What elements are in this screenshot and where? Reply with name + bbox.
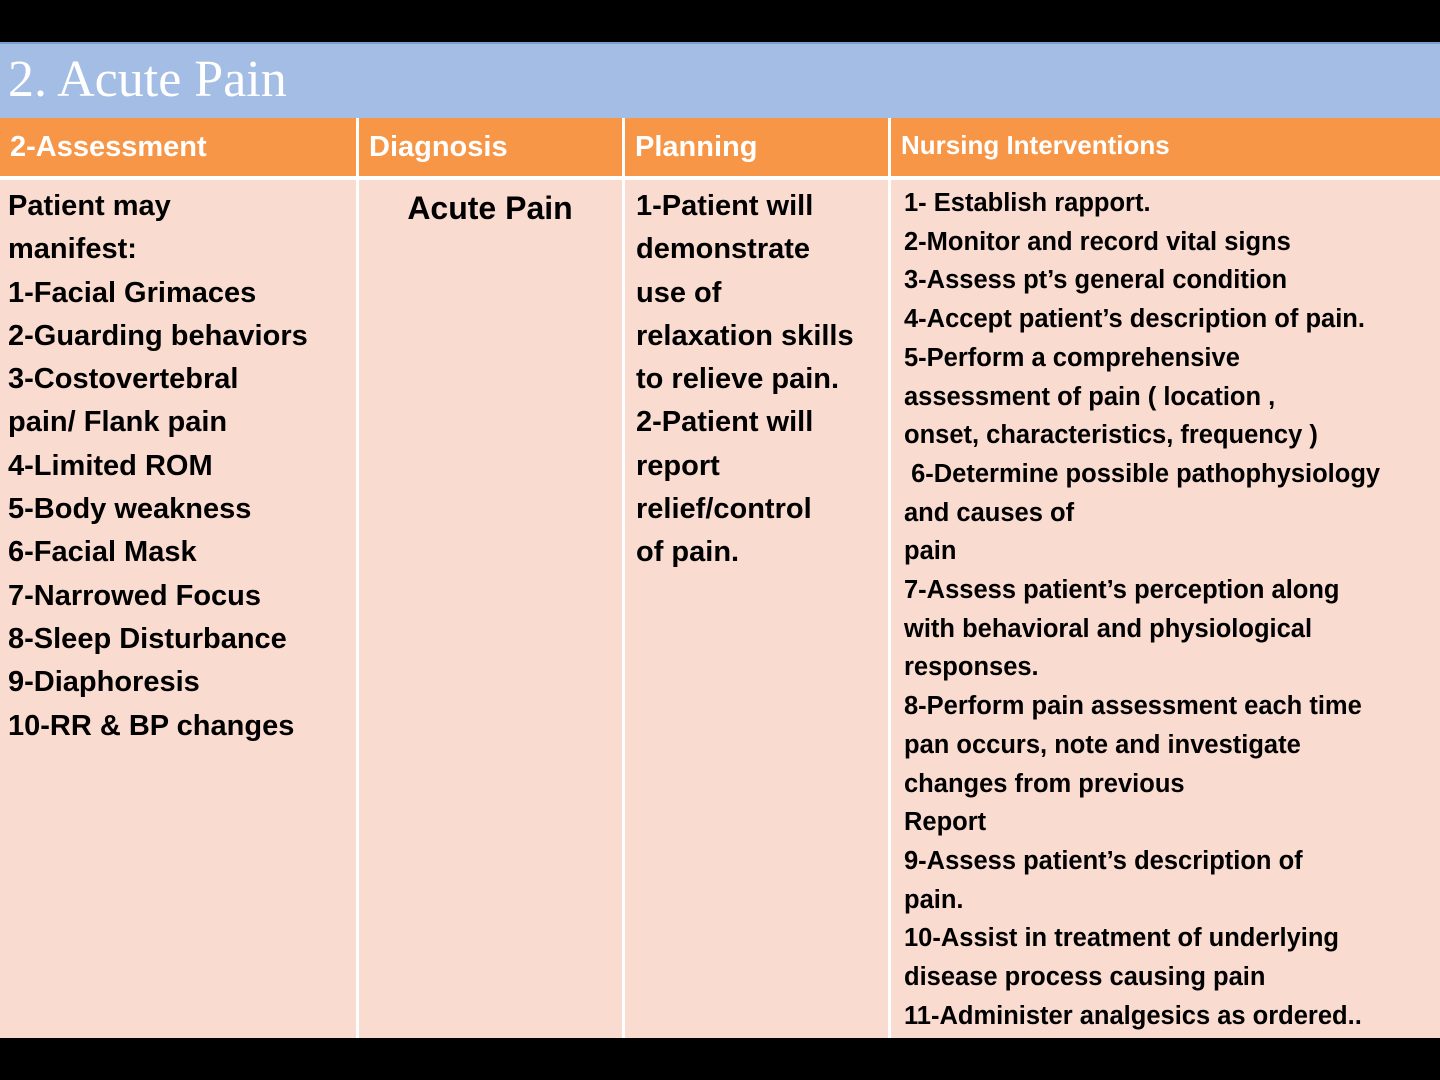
diagnosis-text: Acute Pain	[407, 190, 573, 226]
list-item: 3-Costovertebral	[8, 363, 239, 396]
list-item: 10-RR & BP changes	[8, 709, 295, 742]
column-divider	[356, 118, 359, 1038]
list-item: 10-Assist in treatment of underlying	[904, 924, 1339, 953]
list-item: report	[636, 449, 720, 482]
header-planning: Planning	[635, 131, 758, 163]
list-item: 6-Determine possible pathophysiology	[904, 459, 1381, 488]
list-item: of pain.	[636, 536, 740, 569]
list-item: pain	[904, 537, 957, 566]
header-divider	[0, 176, 1440, 180]
slide	[0, 42, 1440, 1038]
list-item: with behavioral and physiological	[904, 614, 1313, 643]
title-bar	[0, 42, 1440, 118]
planning-cell	[636, 185, 886, 575]
list-item: 6-Facial Mask	[8, 536, 197, 569]
header-diagnosis: Diagnosis	[369, 131, 508, 163]
diagnosis-cell	[358, 190, 622, 227]
list-item: assessment of pain ( location ,	[904, 382, 1276, 411]
list-item: use of	[636, 276, 722, 309]
list-item: 7-Narrowed Focus	[8, 579, 261, 612]
slide-title: 2. Acute Pain	[8, 51, 287, 108]
assessment-cell	[8, 185, 348, 748]
column-divider	[888, 118, 891, 1038]
list-item: demonstrate	[636, 233, 811, 266]
list-item: 8-Perform pain assessment each time	[904, 692, 1362, 721]
interventions-cell	[904, 184, 1434, 1035]
list-item: 7-Assess patient’s perception along	[904, 576, 1340, 605]
list-item: pain.	[904, 885, 964, 914]
list-item: 2-Monitor and record vital signs	[904, 227, 1291, 256]
header-interventions: Nursing Interventions	[901, 130, 1170, 160]
list-item: manifest:	[8, 233, 137, 266]
list-item: 1- Establish rapport.	[904, 189, 1151, 217]
list-item: 1-Facial Grimaces	[8, 276, 257, 309]
list-item: 1-Patient will	[636, 190, 814, 222]
list-item: 2-Patient will	[636, 406, 814, 439]
list-item: to relieve pain.	[636, 363, 840, 396]
list-item: Patient may	[8, 190, 171, 222]
list-item: relief/control	[636, 493, 812, 526]
list-item: 9-Diaphoresis	[8, 666, 200, 699]
list-item: pan occurs, note and investigate	[904, 730, 1301, 759]
list-item: 8-Sleep Disturbance	[8, 622, 287, 655]
list-item: responses.	[904, 653, 1039, 682]
list-item: onset, characteristics, frequency )	[904, 421, 1318, 450]
list-item: pain/ Flank pain	[8, 406, 228, 439]
list-item: and causes of	[904, 498, 1075, 527]
list-item: 4-Limited ROM	[8, 449, 213, 482]
list-item: relaxation skills	[636, 319, 854, 352]
list-item: Report	[904, 808, 987, 837]
header-assessment: 2-Assessment	[10, 131, 207, 163]
list-item: disease process causing pain	[904, 963, 1266, 992]
list-item: 5-Body weakness	[8, 493, 252, 526]
list-item: 9-Assess patient’s description of	[904, 846, 1303, 875]
list-item: 4-Accept patient’s description of pain.	[904, 305, 1365, 334]
list-item: 2-Guarding behaviors	[8, 319, 308, 352]
column-divider	[622, 118, 625, 1038]
list-item: 3-Assess pt’s general condition	[904, 266, 1288, 295]
table-header-row	[0, 118, 1440, 176]
list-item: 5-Perform a comprehensive	[904, 343, 1240, 372]
list-item: changes from previous	[904, 769, 1185, 798]
list-item: 11-Administer analgesics as ordered..	[904, 1001, 1362, 1030]
